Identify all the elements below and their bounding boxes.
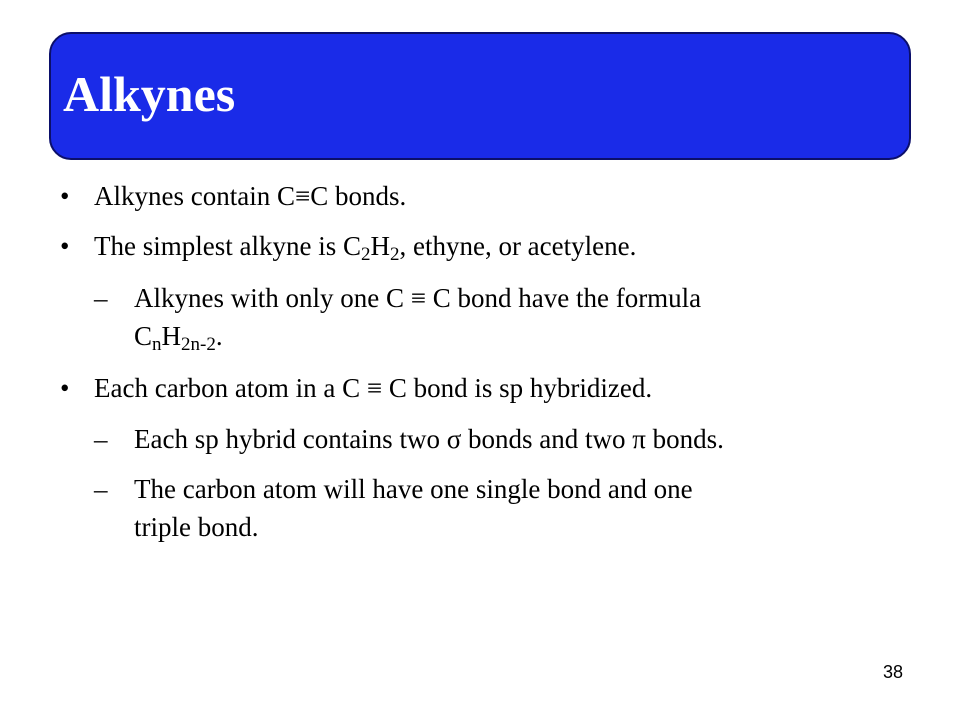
dash-marker: –	[94, 474, 108, 504]
sigma-symbol: σ	[446, 424, 462, 454]
triple-bond-symbol: ≡	[410, 283, 426, 313]
text-segment: C bond is sp hybridized.	[382, 373, 653, 403]
text-segment: C bond have the formula	[425, 283, 702, 313]
text-segment: Each sp hybrid contains two	[134, 424, 447, 454]
text-segment: bonds and two	[461, 424, 633, 454]
text-segment: bonds.	[645, 424, 724, 454]
subbullet-carbon-bonds	[134, 473, 693, 505]
text-segment: The simplest alkyne is C	[94, 231, 361, 261]
subscript: 2n-2	[181, 334, 216, 355]
text-segment: triple bond.	[134, 512, 259, 542]
triple-bond-symbol: ≡	[294, 181, 311, 211]
text-segment: H	[370, 231, 390, 261]
text-segment: .	[215, 321, 223, 351]
bullet-alkynes-contain	[94, 180, 406, 212]
subbullet-carbon-bonds-continuation	[134, 511, 258, 543]
slide-title: Alkynes	[63, 66, 236, 122]
text-segment: Alkynes contain C	[94, 181, 295, 211]
text-segment: C bonds.	[310, 181, 407, 211]
bullet-simplest-alkyne	[94, 230, 637, 265]
dash-marker: –	[94, 283, 108, 313]
subbullet-sp-hybrid-bonds	[134, 423, 724, 455]
subscript: 2	[389, 244, 400, 265]
bullet-marker: •	[60, 231, 70, 261]
subscript: 2	[360, 244, 371, 265]
subbullet-alkyne-formula-continuation	[134, 320, 223, 355]
subscript: n	[152, 334, 162, 355]
bullet-marker: •	[60, 373, 70, 403]
text-segment: The carbon atom will have one single bond and one	[134, 474, 693, 504]
page-number: 38	[882, 662, 903, 682]
subbullet-alkyne-formula	[134, 282, 701, 314]
bullet-marker: •	[60, 181, 70, 211]
triple-bond-symbol: ≡	[366, 373, 383, 403]
text-segment: H	[161, 321, 182, 351]
bullet-sp-hybridized	[94, 372, 652, 404]
text-segment: , ethyne, or acetylene.	[399, 231, 637, 261]
pi-symbol: π	[632, 424, 646, 454]
text-segment: Alkynes with only one C	[134, 283, 411, 313]
text-segment: C	[134, 321, 153, 351]
dash-marker: –	[94, 424, 108, 454]
text-segment: Each carbon atom in a C	[94, 373, 367, 403]
